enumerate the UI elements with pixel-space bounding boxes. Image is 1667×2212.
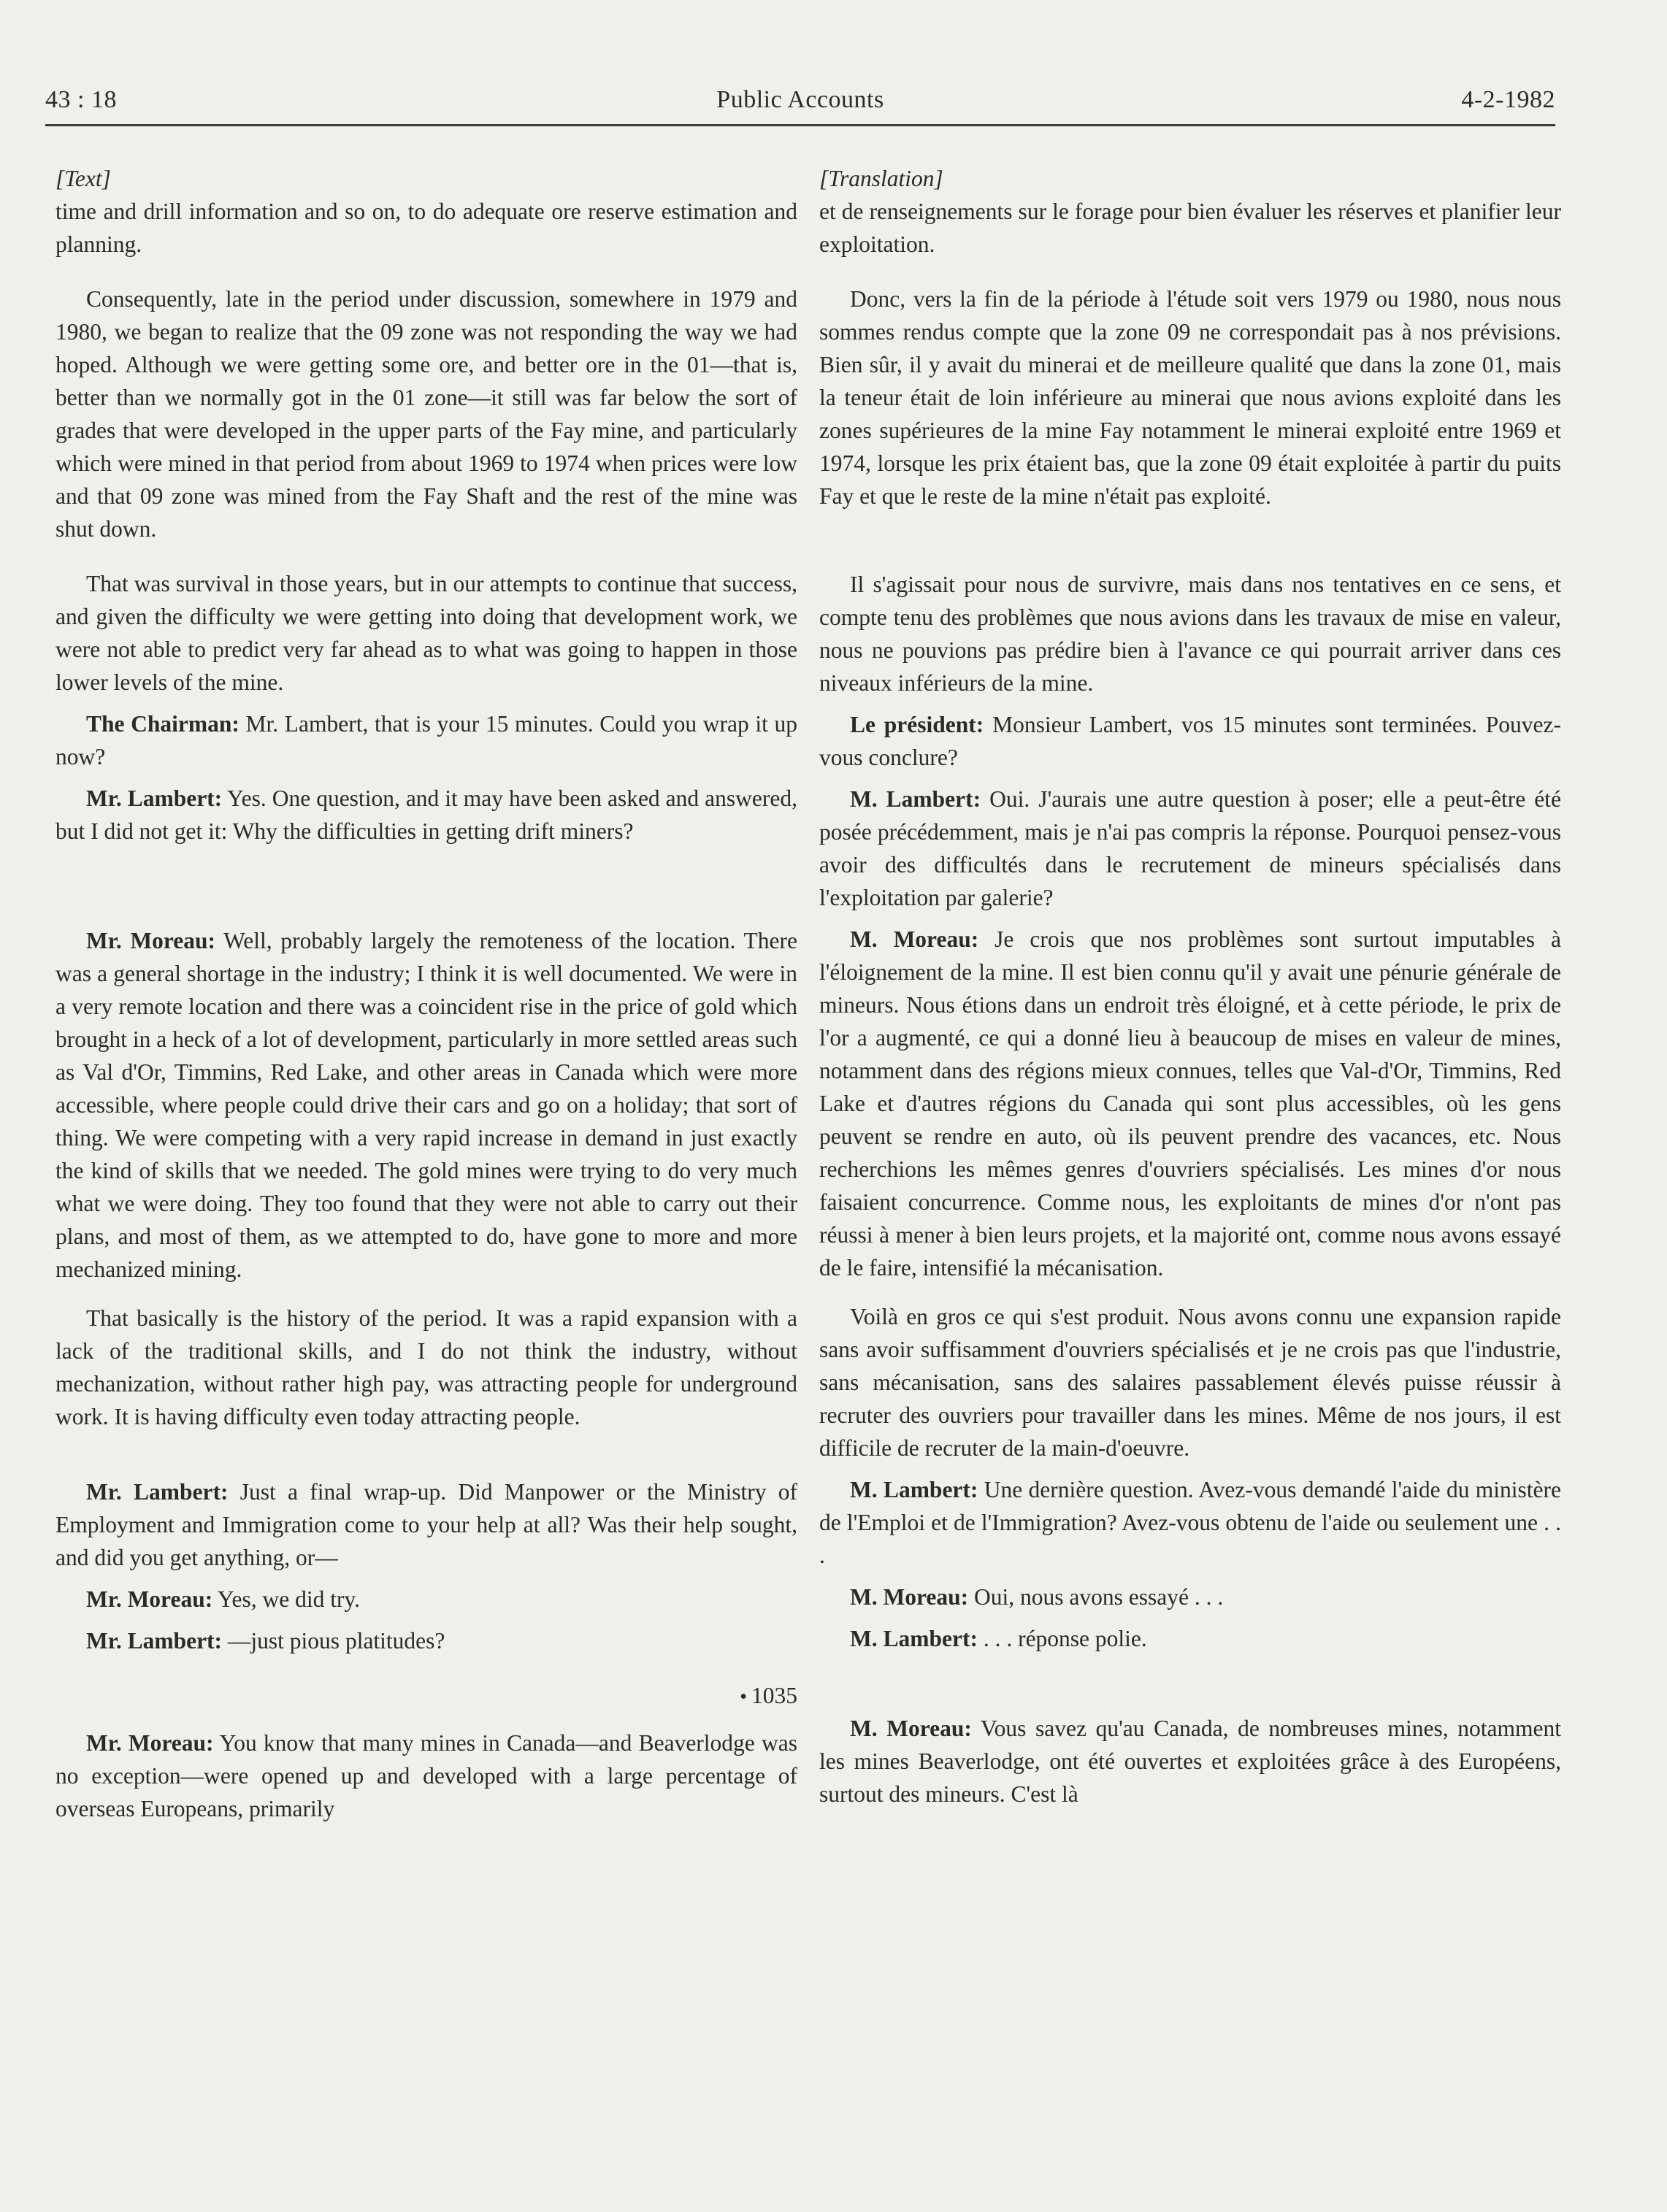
paragraph [819, 923, 1561, 1284]
speech-text: —just pious platitudes? [222, 1628, 445, 1654]
paragraph [819, 1473, 1561, 1572]
speaker-name: Mr. Moreau: [86, 928, 215, 953]
paragraph: time and drill information and so on, to do adequate ore reserve estimation and planning. [55, 199, 797, 257]
paragraph: That basically is the history of the period. It was a rapid expansion with a lack of the traditional skills, and I do not think the industry, without mechanization, without rather high pay, was attracting people for underground work. It is having difficulty even today attracting people. [55, 1305, 797, 1429]
speaker-name: M. Lambert: [850, 786, 981, 812]
speaker-name: The Chairman: [86, 711, 239, 737]
french-column [819, 162, 1561, 1819]
paragraph [55, 707, 797, 773]
speech-text: Oui, nous avons essayé . . . [968, 1584, 1224, 1610]
paragraph [819, 1712, 1561, 1810]
paragraph [55, 1727, 797, 1825]
bullet-icon: • [740, 1686, 747, 1708]
speaker-name: Mr. Moreau: [86, 1730, 214, 1756]
speaker-name: M. Moreau: [850, 1716, 972, 1741]
speech-text: Just a final wrap-up. Did Manpower or the Ministry of Employment and Immigration come to your help at all? Was their help sought, and did you get anything, or— [55, 1479, 797, 1570]
paragraph [819, 1581, 1561, 1613]
paragraph [55, 1475, 797, 1574]
page-date: 4-2-1982 [1461, 86, 1555, 113]
paragraph [55, 1624, 797, 1657]
speaker-name: Mr. Lambert: [86, 1479, 229, 1505]
speech-text: Yes. One question, and it may have been asked and answered, but I did not get it: Why the difficulties in getting drift miners? [55, 786, 797, 844]
speaker-name: M. Moreau: [850, 1584, 969, 1610]
speaker-name: Mr. Lambert: [86, 1628, 223, 1654]
speech-text: Oui. J'aurais une autre question à poser; elle a peut-être été posée précédemment, mais je n'ai pas compris la réponse. Pourquoi pensez-vous avoir des difficultés dans le recrutement de mineurs spécialisés dans l'exploitation par galerie? [819, 786, 1561, 910]
header-rule [45, 124, 1555, 126]
paragraph [819, 708, 1561, 774]
translation-tag: [Translation] [819, 166, 943, 191]
speech-text: Mr. Lambert, that is your 15 minutes. Could you wrap it up now? [55, 711, 797, 769]
time-marker-value: 1035 [751, 1683, 797, 1708]
paragraph [819, 783, 1561, 914]
text-tag: [Text] [55, 166, 111, 191]
speaker-name: Le président: [850, 712, 984, 737]
english-column [55, 162, 797, 1834]
paragraph [55, 1583, 797, 1616]
speaker-name: M. Lambert: [850, 1477, 978, 1502]
speaker-name: M. Moreau: [850, 926, 979, 952]
speech-text: Yes, we did try. [212, 1586, 361, 1612]
paragraph: Voilà en gros ce qui s'est produit. Nous avons connu une expansion rapide sans avoir suffisamment d'ouvriers spécialisés et je ne crois pas que l'industrie, sans mécanisation, sans des salaires passablement élevés puisse réussir à recruter des ouvriers pour travailler dans les mines. Même de nos jours, il est difficile de recruter de la main-d'oeuvre. [819, 1304, 1561, 1461]
speech-text: Une dernière question. Avez-vous demandé l'aide du ministère de l'Emploi et de l'Immigration? Avez-vous obtenu de l'aide ou seulement une . . . [819, 1477, 1561, 1568]
paragraph [55, 924, 797, 1286]
page-header [45, 86, 1555, 130]
speech-text: Monsieur Lambert, vos 15 minutes sont terminées. Pouvez-vous conclure? [819, 712, 1561, 770]
speech-text: Je crois que nos problèmes sont surtout imputables à l'éloignement de la mine. Il est bien connu qu'il y avait une pénurie générale de mineurs. Nous étions dans un endroit très éloigné, et à cette période, le prix de l'or a augmenté, ce qui a donné lieu à beaucoup de mises en valeur de mines, notamment dans des régions mieux connues, telles que Val-d'Or, Timmins, Red Lake et d'autres régions du Canada qui sont plus accessibles, où les gens peuvent se rendre en auto, où ils peuvent prendre des vacances, etc. Nous recherchions les mêmes genres d'ouvriers spécialisés. Les mines d'or nous faisaient concurrence. Comme nous, les exploitants de mines d'or n'ont pas réussi à mener à bien leurs projets, et la majorité ont, comme nous avons essayé de le faire, intensifié la mécanisation. [819, 926, 1561, 1280]
speech-text: You know that many mines in Canada—and Beaverlodge was no exception—were opened up and developed with a large percentage of overseas Europeans, primarily [55, 1730, 797, 1821]
publication-title: Public Accounts [716, 86, 884, 113]
paragraph [55, 782, 797, 848]
paragraph: et de renseignements sur le forage pour bien évaluer les réserves et planifier leur exploitation. [819, 199, 1561, 257]
speaker-name: M. Lambert: [850, 1626, 978, 1651]
speech-text: . . . réponse polie. [977, 1626, 1147, 1651]
paragraph [819, 1622, 1561, 1655]
paragraph: That was survival in those years, but in our attempts to continue that success, and given the difficulty we were getting into doing that development work, we were not able to predict very far ahead as to what was going to happen in those lower levels of the mine. [55, 571, 797, 695]
time-marker [55, 1679, 797, 1713]
speech-text: Well, probably largely the remoteness of the location. There was a general shortage in the industry; I think it is well documented. We were in a very remote location and there was a coincident rise in the price of gold which brought in a heck of a lot of development, particularly in more settled areas such as Val d'Or, Timmins, Red Lake, and other areas in Canada which were more accessible, where people could drive their cars and go on a holiday; that sort of thing. We were competing with a very rapid increase in demand in just exactly the kind of skills that we needed. The gold mines were trying to do very much what we were doing. They too found that they were not able to carry out their plans, and most of them, as we attempted to do, have gone to more and more mechanized mining. [55, 928, 797, 1282]
speech-text: Vous savez qu'au Canada, de nombreuses mines, notamment les mines Beaverlodge, ont été ouvertes et exploitées grâce à des Européens, surtout des mineurs. C'est là [819, 1716, 1561, 1807]
speaker-name: Mr. Lambert: [86, 786, 223, 811]
page-number: 43 : 18 [45, 86, 117, 113]
speaker-name: Mr. Moreau: [86, 1586, 213, 1612]
paragraph: Il s'agissait pour nous de survivre, mais dans nos tentatives en ce sens, et compte tenu des problèmes que nous avions dans les travaux de mise en valeur, nous ne pouvions pas prédire bien à l'avance ce qui pourrait arriver dans ces niveaux inférieurs de la mine. [819, 572, 1561, 696]
paragraph: Consequently, late in the period under discussion, somewhere in 1979 and 1980, we began to realize that the 09 zone was not responding the way we had hoped. Although we were getting some ore, and better ore in the 01—that is, better than we normally got in the 01 zone—it still was far below the sort of grades that were developed in the upper parts of the Fay mine, and particularly which were mined in that period from about 1969 to 1974 when prices were low and that 09 zone was mined from the Fay Shaft and the rest of the mine was shut down. [55, 286, 797, 542]
paragraph: Donc, vers la fin de la période à l'étude soit vers 1979 ou 1980, nous nous sommes rendus compte que la zone 09 ne correspondait pas à nos prévisions. Bien sûr, il y avait du minerai et de meilleure qualité que dans la zone 01, mais la teneur était de loin inférieure au minerai que nous avions exploité dans les zones supérieures de la mine Fay notamment le minerai exploité entre 1969 et 1974, lorsque les prix étaient bas, que la zone 09 était exploitée à partir du puits Fay et que le reste de la mine n'était pas exploité. [819, 286, 1561, 509]
